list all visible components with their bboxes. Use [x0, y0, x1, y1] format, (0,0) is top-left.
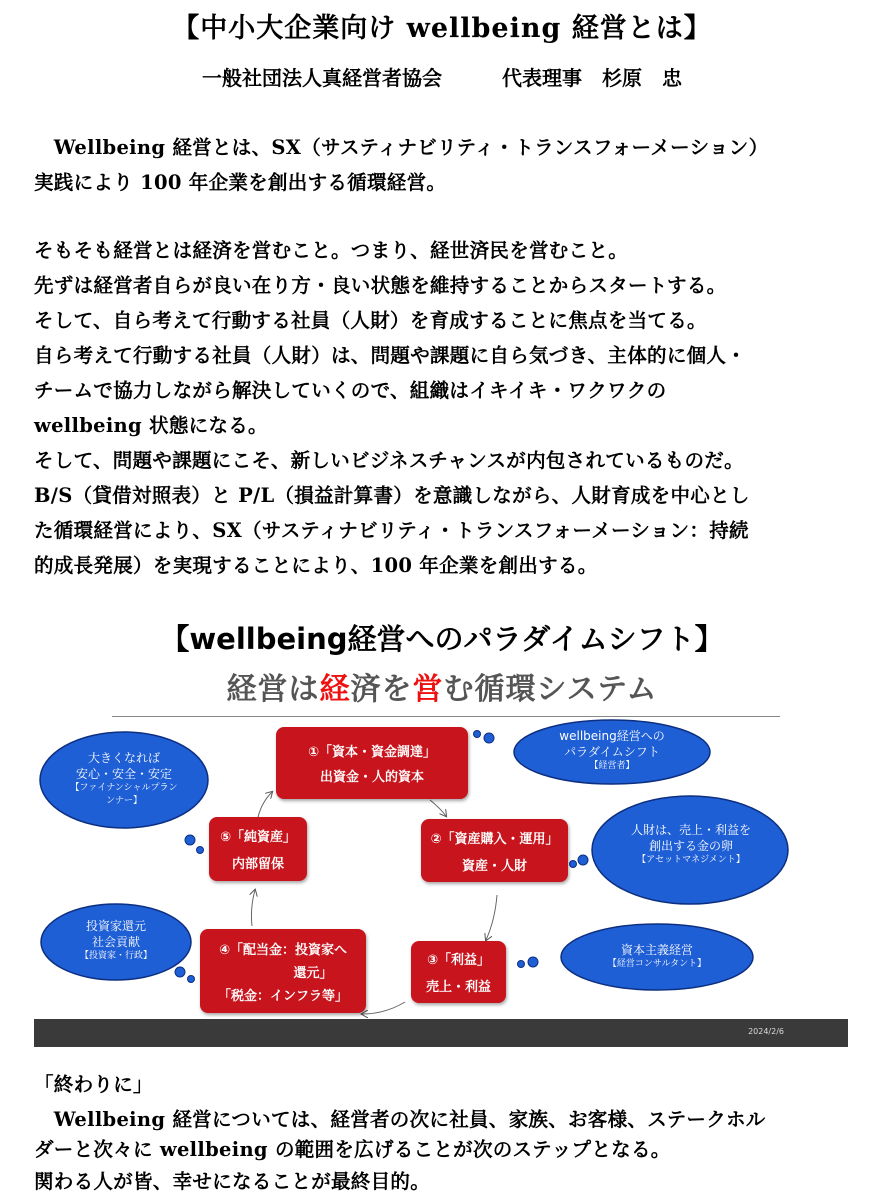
- step-2-box: ②「資産購入・運用」 資産・人財: [421, 819, 568, 882]
- cloud-mid-right-text: 人財は、売上・利益を 創出する金の卵 【アセットマネジメント】: [630, 823, 751, 865]
- step-3-box: ③「利益」 売上・利益: [411, 941, 506, 1003]
- closing-line-2: ダーと次々に wellbeing の範囲を広げることが次のステップとなる。: [34, 1138, 671, 1161]
- closing-line-1: Wellbeing 経営については、経営者の次に社員、家族、お客様、ステークホル: [34, 1108, 766, 1131]
- arrow-2-to-3: [486, 895, 497, 940]
- body-line-1: そもそも経営とは経済を営むこと。つまり、経世済民を営むこと。: [34, 239, 629, 262]
- closing-heading: 「終わりに」: [34, 1073, 153, 1096]
- cloud-bottom-left-text: 投資家還元 社会貢献 【投資家・行政】: [79, 919, 152, 961]
- body-line-6: wellbeing 状態になる。: [34, 414, 268, 437]
- figure-subtitle: 経営は経済を営む循環システム: [226, 672, 658, 707]
- cloud-bottom-right-text: 資本主義経営 【経営コンサルタント】: [607, 943, 707, 969]
- slide-footer-bar: [34, 1019, 848, 1047]
- cloud-top-left-text: 大きくなれば 安心・安全・安定 【ファイナンシャルプラン ンナー】: [70, 751, 178, 806]
- body-line-7: そして、問題や課題にこそ、新しいビジネスチャンスが内包されているものだ。: [34, 449, 744, 472]
- step-4-box: ④「配当金：投資家へ 還元」 「税金：インフラ等」: [200, 929, 366, 1013]
- body-line-9: た循環経営により、SX（サスティナビリティ・トランスフォーメーション：持続: [34, 519, 749, 542]
- body-line-8: B/S（貸借対照表）と P/L（損益計算書）を意識しながら、人財育成を中心とし: [34, 484, 750, 507]
- arrow-3-to-4: [362, 1002, 405, 1014]
- author-org: 一般社団法人真経営者協会: [202, 66, 442, 90]
- body-line-5: チームで協力しながら解決していくので、組織はイキイキ・ワクワクの: [34, 379, 667, 402]
- document-title: 【中小大企業向け wellbeing 経営とは】: [172, 13, 712, 44]
- figure-title: 【wellbeing経営へのパラダイムシフト】: [160, 622, 724, 656]
- intro-line-2: 実践により 100 年企業を創出する循環経営。: [34, 171, 447, 194]
- slide-date: 2024/2/6: [748, 1027, 784, 1036]
- body-line-2: 先ずは経営者自らが良い在り方・良い状態を維持することからスタートする。: [34, 274, 727, 297]
- body-line-3: そして、自ら考えて行動する社員（人財）を育成することに焦点を当てる。: [34, 309, 707, 332]
- cloud-top-right-text: wellbeing経営への パラダイムシフト 【経営者】: [559, 729, 665, 771]
- author-role-name: 代表理事 杉原 忠: [502, 66, 682, 90]
- step-1-box: ①「資本・資金調達」 出資金・人的資本: [276, 727, 468, 799]
- closing-line-3: 関わる人が皆、幸せになることが最終目的。: [34, 1170, 431, 1193]
- arrow-1-to-2: [430, 800, 446, 816]
- author-line: [0, 62, 884, 91]
- arrow-4-to-5: [251, 890, 255, 926]
- body-line-10: 的成長発展）を実現することにより、100 年企業を創出する。: [34, 554, 598, 577]
- intro-line-1: Wellbeing 経営とは、SX（サスティナビリティ・トランスフォーメーション）: [34, 136, 769, 159]
- body-line-4: 自ら考えて行動する社員（人財）は、問題や課題に自ら気づき、主体的に個人・: [34, 344, 747, 367]
- step-5-box: ⑤「純資産」 内部留保: [209, 817, 307, 881]
